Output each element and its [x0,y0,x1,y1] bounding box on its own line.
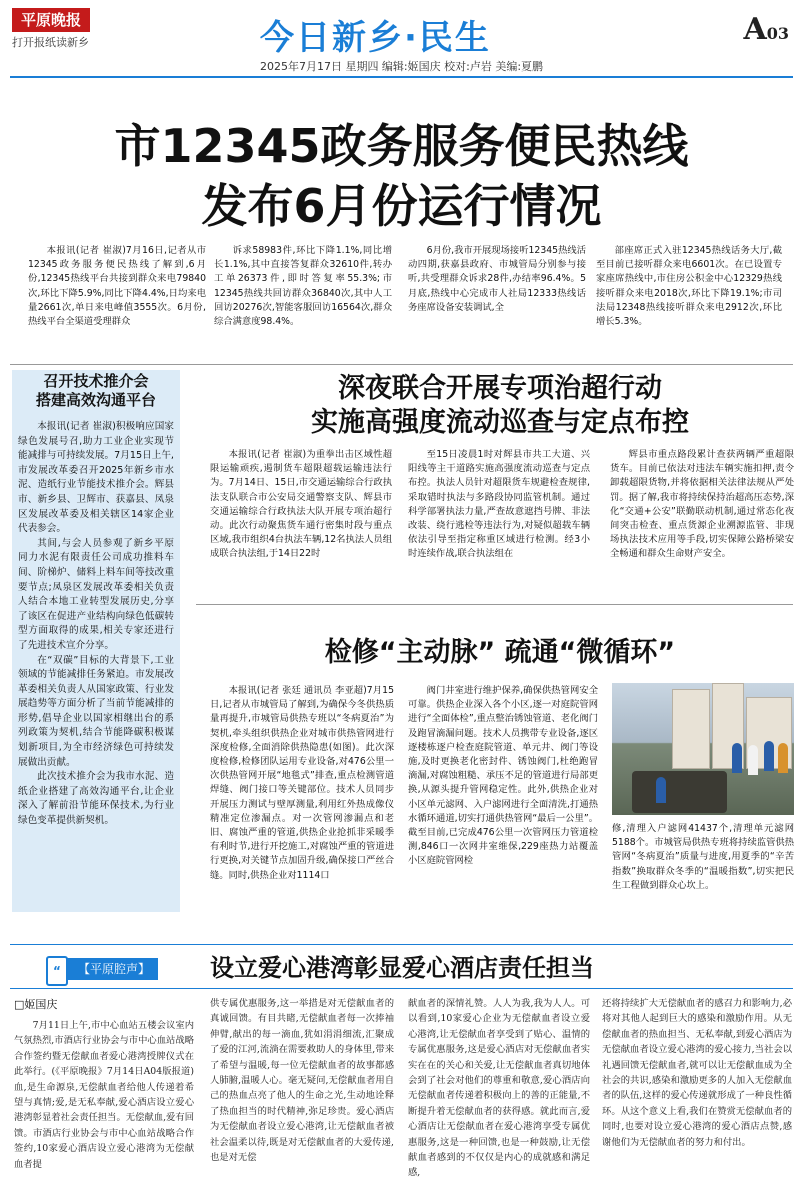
paper-slogan: 打开报纸读新乡 [12,36,89,49]
photo-excavation-pit [632,771,727,813]
page-letter: A [743,12,767,47]
opinion-column-3: 献血者的深情礼赞。人人为我,我为人人。可以看到,10家爱心企业为无偿献血者设立爱心港湾,让无偿献血者享受到了贴心、温情的专属优惠服务,这是爱心酒店对无偿献血者实实在在的关心和关爱,让无偿献血者真切地体会到了社会对他们的尊重和敬意,爱心酒店向无偿献血者传递着积极向上的善的正能量,不断提升着无偿献血者的获得感。就此而言,爱心酒店让无偿献血者在爱心港湾享受专属优惠服务,这是一种回馈,也是一种鼓励,让无偿献血者感到的不仅仅是内心的成就感和满足感, [408,998,590,1179]
photo-worker [656,777,666,803]
sidebar-body: 本报讯(记者 崔淑)积极响应国家绿色发展号召,助力工业企业实现节能减排与可持续发展。7月15日上午,市发展改革委召开2025年新乡市水泥、造纸行业节能技术推介会。辉县市、新乡县、卫辉市、获嘉县、凤泉区发展改革委及相关辖区14家企业代表参会。 其间,与会人员参观了新乡平原同力水泥有限责任公司成功推料车间、阶梯炉、储料上料车间等技改重要节点;凤泉区发展改革委相关负责人结合本地工业转型发展历史,分享了该区在促进产业结构向绿色低碳转型方面取得的成果,相关专家还进行了先进技术宣介分享。 在“双碳”目标的大背景下,工业领域的节能减排任务紧迫。市发展改革委相关负责人从国家政策、行业发展趋势等方面分析了当前节能减排的形势,倡导企业以国家相继出台的系列政策为契机,结合节能降碳积极谋划新项目,为全市经济绿色可持续发展做出贡献。 此次技术推介会为我市水泥、造纸企业搭建了高效沟通平台,让企业深入了解前沿节能环保技术,为行业绿色变革提供新契机。 [18,421,174,827]
photo-worker [778,743,788,773]
opinion-tag: 【平原腔声】 [58,958,158,980]
paper-logo: 平原晚报 [12,8,90,32]
photo-worker [748,745,758,775]
photo-worker [732,743,742,773]
date-editor-line: 2025年7月17日 星期四 编辑:姬国庆 校对:卢岩 美编:夏鹏 [259,60,544,73]
article3-column-2: 阀门井室进行维护保养,确保供热管网安全可靠。供热企业深入各个小区,逐一对庭院管网进行“全面体检”,重点整治锈蚀管道、老化阀门及跑冒滴漏问题。技术人员携带专业设备,逐区逐楼栋逐户检查庭院管道、单元井、阀门等设施,及时更换老化密封件、锈蚀阀门,杜绝跑冒滴漏,对腐蚀粗糙、承压不足的管道进行局部更换,从源头提升管网稳定性。此外,供热企业对小区单元滤网、入户滤网进行全面清洗,打通热水循环通道,切实打通供热管网“最后一公里”。截至目前,已完成476公里一次管网压力管道检测,846口一次网井室维保,229座热力站覆盖小区庭院管网检 [408,685,598,867]
pipe-repair-photo [612,683,794,815]
article3-headline: 检修“主动脉” 疏通“微循环” [324,637,676,668]
article2-column-2: 至15日凌晨1时对辉县市共工大道、兴阳线等主干道路实施高强度流动巡查与定点布控。执法人员针对超限货车规避检查规律,采取错时执法与多路段协同监管机制。通过科学部署执法力量,严查故意遮挡号牌、非法改装、绕行逃检等违法行为,对疑似超载车辆依法引导至指定称重区域进行检测。经3小时连续作战,联合执法组在 [408,449,590,560]
article3-column-3: 修,清理入户滤网41437个,清理单元滤网5188个。市城管局供热专班将持续监管供热管网“冬病夏治”质量与进度,用夏季的“辛苦指数”换取群众冬季的“温暖指数”,切实把民生工程做到群众心坎上。 [612,823,794,891]
photo-building-1 [672,689,710,769]
photo-worker [764,741,774,771]
opinion-column-4: 还将持续扩大无偿献血者的感召力和影响力,必将对其他人起到巨大的感染和激励作用。从无偿献血者的热血担当、无私奉献,到爱心酒店为无偿献血者设立爱心港湾的爱心接力,当社会以礼遇回馈无偿献血者,就可以让无偿献血成为全社会的共识,感染和激励更多的人加入无偿献血者的队伍,这样的爱心传递就形成了一种良性循环。从这个意义上看,我们在赞赏无偿献血者的同时,也要对设立爱心港湾的爱心酒店点赞,感谢他们为无偿献血者的努力和付出。 [602,998,792,1148]
article1-column-1: 本报讯(记者 崔淑)7月16日,记者从市12345政务服务便民热线了解到,6月份,12345热线平台共接到群众来电79840次,环比下降5.9%,同比下降4.4%,日均来电量2661次,单日来电峰值3555次。6月份,热线平台全渠道受理群众 [28,245,206,328]
article1-column-3: 6月份,我市开展现场接听12345热线活动四期,获嘉县政府、市城管局分别参与接听,共受理群众诉求28件,办结率96.4%。5月底,热线中心完成市人社局12333热线话务座席设备安装调试,全 [408,245,586,313]
page-code [743,12,789,47]
article2-divider [196,604,793,605]
article2-column-3: 辉县市重点路段累计查获两辆严重超限货车。目前已依法对违法车辆实施扣押,责令卸载超限货物,并将依据相关法律法规从严处罚。据了解,我市将持续保持治超高压态势,深化“交通+公安”联勤联动机制,通过常态化夜间突击检查、重点货源企业溯源监管、非现场执法技术应用等手段,切实保障公路桥梁安全畅通和群众生命财产安全。 [610,449,794,560]
article1-headline-line2: 发布6月份运行情况 [201,179,602,233]
opinion-author: □姬国庆 [14,998,58,1011]
article1-divider [10,364,793,365]
opinion-column-1: 7月11日上午,市中心血站五楼会议室内气氛热烈,市酒店行业协会与市中心血站战略合作签约暨无偿献血者爱心港湾授牌仪式在此举行。(《平原晚报》7月14日A04版报道)血,是生命源泉,无偿献血者给他人传递着希望与真情;爱,是无私奉献,爱心酒店设立爱心港湾彰显着社会责任担当。无偿献血,爱有回馈。市酒店行业协会与市中心血站战略合作签约,10家爱心酒店设立爱心港湾为无偿献血者提 [14,1020,194,1170]
page-number: 03 [766,24,789,43]
article1-headline-line1: 市12345政务服务便民热线 [114,119,689,173]
section-title: 今日新乡·民生 [260,18,491,58]
opinion-bottom-rule [10,988,793,989]
header-divider [10,76,793,78]
article2-headline-line2: 实施高强度流动巡查与定点布控 [311,407,689,438]
article2-headline-line1: 深夜联合开展专项治超行动 [338,373,662,404]
article3-column-1: 本报讯(记者 张廷 通讯员 李亚超)7月15日,记者从市城管局了解到,为确保今冬供热质量再提升,市城管局供热专班以“冬病夏治”为契机,牵头组织供热企业对城市供热管网进行深度检修,全面消除供热隐患(如图)。此次深度检修,检修团队运用专业设备,对476公里一次供热管网开展“地毯式”排查,重点检测管道焊缝、阀门接口等关键部位。技术人员同步开展压力测试与壁厚测量,利用红外热成像仪精准定位渗漏点。对一次管网渗漏点和老旧、腐蚀严重的管道,供热企业抢抓非采暖季有利时节,进行开挖施工,对腐蚀严重的管道进行更换,对关键节点加固升级,确保接口严丝合缝。同时,供热企业对1114口 [210,685,394,881]
opinion-column-2: 供专属优惠服务,这一举措是对无偿献血者的真诚回馈。有目共睹,无偿献血者每一次捧袖伸臂,献出的每一滴血,犹如涓涓细流,汇聚成了爱的江河,流淌在需要救助人的身体里,带来了希望与温暖,每一位无偿献血者的故事都感人肺腑,温暖人心。毫无疑问,无偿献血者用自己的热血点亮了他人的生命之光,生动地诠释了热血担当的时代精神,弥足珍贵。爱心酒店为无偿献血者设立爱心港湾,让无偿献血者被社会温柔以待,既是对无偿献血者的大爱传递,也是对无偿 [210,998,394,1164]
opinion-headline: 设立爱心港湾彰显爱心酒店责任担当 [210,954,594,982]
sidebar-headline-line2: 搭建高效沟通平台 [35,391,156,409]
sidebar-headline [12,372,180,410]
article1-column-4: 部座席正式入驻12345热线话务大厅,截至目前已接听群众来电6601次。在已设置专家座席热线中,市住房公积金中心12329热线接听群众来电2018次,环比下降19.1%;市司法局12348热线接听群众来电2912次,环比增长5.3%。 [596,245,782,328]
article2-column-1: 本报讯(记者 崔淑)为重拳出击区域性超限运输顽疾,遏制货车超限超载运输违法行为。7月14日、15日,市交通运输综合行政执法支队联合市公安局交通警察支队、辉县市交通运输综合行政执法大队开展专项治超行动。此次行动聚焦货车通行密集时段与重点区域,我市组织4台执法车辆,12名执法人员组成联合执法组,于14日22时 [210,449,392,560]
opinion-top-rule [10,944,793,945]
article1-column-2: 诉求58983件,环比下降1.1%,同比增长1.1%,其中直接答复群众32610件,转办工单26373件,即时答复率55.3%;市12345热线共回访群众36840次,其中人工回访20276次,智能客服回访16564次,群众综合满意度98.4%。 [214,245,392,328]
sidebar-headline-line1: 召开技术推介会 [43,372,149,390]
quote-icon: “ [46,956,68,986]
